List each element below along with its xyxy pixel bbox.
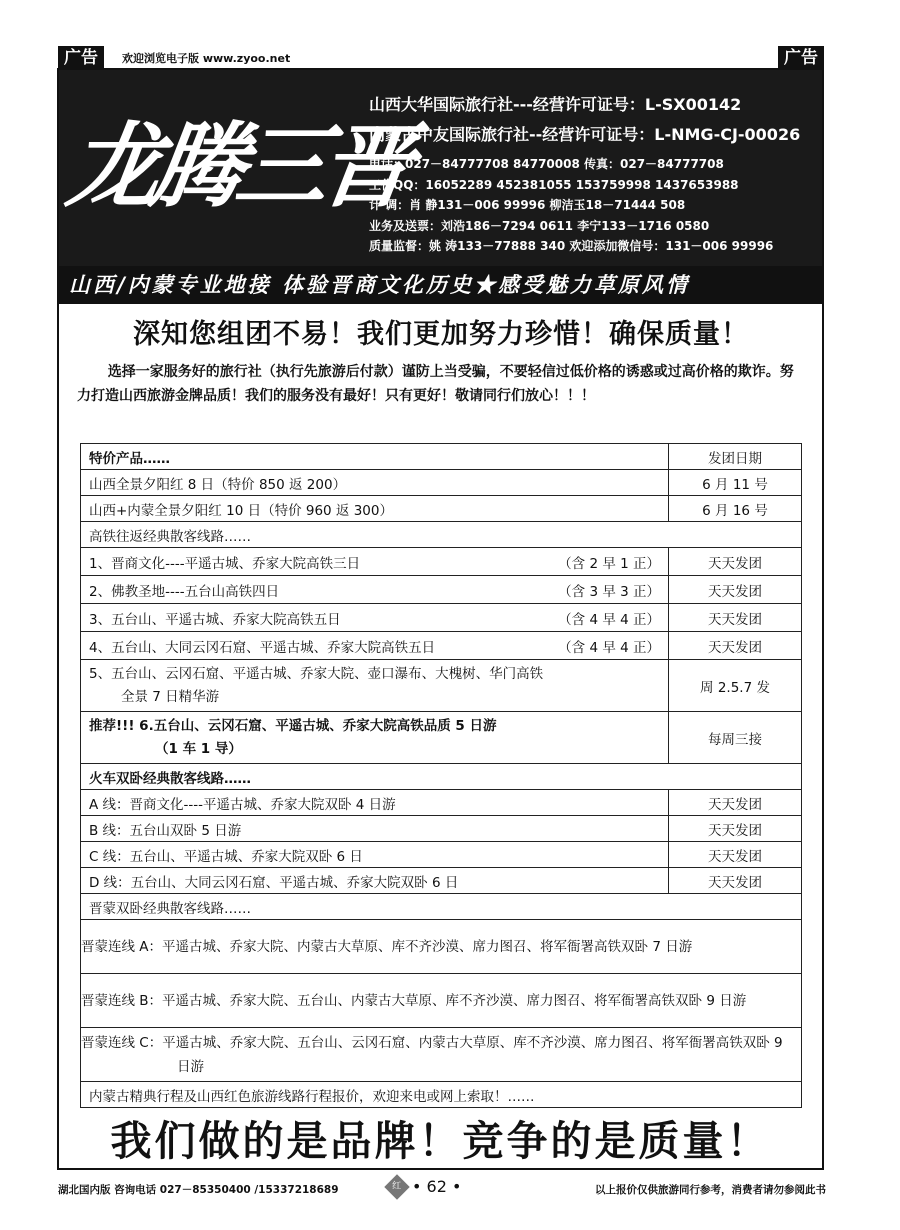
- table-row: [81, 1028, 802, 1082]
- top-url[interactable]: 欢迎浏览电子版 www.zyoo.net: [122, 52, 291, 65]
- logo: 龙腾三晋: [61, 112, 413, 220]
- table-row: [81, 920, 802, 974]
- route-name: D 线：五台山、大同云冈石窟、平遥古城、乔家大院双卧 6 日: [81, 868, 669, 894]
- contact-phone: 电话：027－84777708 84770008 传真：027－84777708: [369, 157, 724, 171]
- license-line: 内蒙古中友国际旅行社--经营许可证号：L-NMG-CJ-00026: [369, 125, 801, 144]
- table-row: [81, 842, 802, 868]
- tagline-strip: 山西/内蒙专业地接 体验晋商文化历史★感受魅力草原风情: [59, 266, 822, 304]
- route-cell: [81, 604, 669, 632]
- table-footnote: 内蒙古精典行程及山西红色旅游线路行程报价，欢迎来电或网上索取！……: [81, 1082, 802, 1108]
- route-date: 天天发团: [669, 604, 802, 632]
- route-cell: [81, 576, 669, 604]
- contact-quality: 质量监督：姚 涛133－77888 340 欢迎添加微信号：131－006 99996: [369, 239, 774, 253]
- table-row: [81, 816, 802, 842]
- route-meals: （含 4 早 4 正）: [558, 611, 660, 628]
- route-date: 每周三接: [669, 712, 802, 764]
- table-row: [81, 444, 802, 470]
- route-date: 天天发团: [669, 790, 802, 816]
- route-date: 周 2.5.7 发: [669, 660, 802, 712]
- route-name: A 线：晋商文化----平遥古城、乔家大院双卧 4 日游: [81, 790, 669, 816]
- section-header: 火车双卧经典散客线路……: [81, 764, 802, 790]
- table-row: [81, 470, 802, 496]
- contact-block: [369, 154, 819, 257]
- route-name: B 线：五台山双卧 5 日游: [81, 816, 669, 842]
- route-name-cont: 全景 7 日精华游: [121, 688, 220, 705]
- recommend-note: （1 车 1 导）: [155, 740, 242, 757]
- route-name: 3、五台山、平遥古城、乔家大院高铁五日: [89, 611, 341, 628]
- banner: [59, 70, 822, 266]
- table-row: [81, 894, 802, 920]
- contact-qq: 工作QQ：16052289 452381055 153759998 1437653988: [369, 177, 739, 192]
- table-row: [81, 712, 802, 764]
- table-row: [81, 764, 802, 790]
- table-row: [81, 604, 802, 632]
- route-name: 5、五台山、云冈石窟、平遥古城、乔家大院、壶口瀑布、大槐树、华门高铁: [89, 665, 544, 682]
- route-date: 天天发团: [669, 632, 802, 660]
- contact-planner: 计 调：肖 静131－006 99996 柳洁玉18－71444 508: [369, 198, 686, 212]
- route-name: 山西+内蒙全景夕阳红 10 日（特价 960 返 300）: [81, 496, 669, 522]
- page-number: • 62 •: [412, 1177, 462, 1196]
- route-date: 天天发团: [669, 816, 802, 842]
- route-cell: [81, 548, 669, 576]
- table-row: [81, 632, 802, 660]
- table-row: [81, 522, 802, 548]
- route-cell: [81, 660, 669, 712]
- license-line: 山西大华国际旅行社---经营许可证号：L-SX00142: [369, 95, 742, 114]
- edition-badge-icon: 红: [384, 1174, 409, 1199]
- route-name: 2、佛教圣地----五台山高铁四日: [89, 583, 280, 600]
- headline: 深知您组团不易！我们更加努力珍惜！确保质量！: [133, 319, 749, 350]
- footer-disclaimer: 以上报价仅供旅游同行参考，消费者请勿参阅此书: [595, 1184, 826, 1196]
- ad-tag-right: 广告: [778, 46, 824, 70]
- contact-ticket: 业务及送票：刘浩186－7294 0611 李宁133－1716 0580: [369, 218, 710, 233]
- route-date: 6 月 11 号: [669, 470, 802, 496]
- intro-paragraph: 选择一家服务好的旅行社（执行先旅游后付款）谨防上当受骗，不要轻信过低价格的诱惑或过高价格的欺诈。努力打造山西旅游金牌品质！我们的服务没有最好！只有更好！敬请同行们放心！！！: [77, 364, 794, 404]
- ad-tag-left: 广告: [58, 46, 104, 70]
- footer-contact: 湖北国内版 咨询电话 027－85350400 /15337218689: [58, 1184, 339, 1196]
- table-row: [81, 496, 802, 522]
- table-row: [81, 1082, 802, 1108]
- route-date: 天天发团: [669, 548, 802, 576]
- route-cell: [81, 632, 669, 660]
- route-meals: （含 2 早 1 正）: [558, 555, 660, 572]
- slogan: 我们做的是品牌！竞争的是质量！: [110, 1117, 771, 1165]
- route-date: 天天发团: [669, 868, 802, 894]
- route-table: [80, 443, 802, 1108]
- route-date: 天天发团: [669, 576, 802, 604]
- route-meals: （含 4 早 4 正）: [558, 639, 660, 656]
- combo-route: 晋蒙连线 A：平遥古城、乔家大院、内蒙古大草原、库不齐沙漠、席力图召、将军衙署高铁双卧 7 日游: [81, 920, 802, 974]
- ad-frame: [57, 68, 824, 1170]
- combo-route: 晋蒙连线 B：平遥古城、乔家大院、五台山、内蒙古大草原、库不齐沙漠、席力图召、将军衙署高铁双卧 9 日游: [81, 974, 802, 1028]
- table-row: [81, 576, 802, 604]
- section-header: 特价产品……: [81, 444, 669, 470]
- route-meals: （含 3 早 3 正）: [558, 583, 660, 600]
- agency-info: [369, 90, 819, 257]
- section-header: 高铁往返经典散客线路……: [81, 522, 802, 548]
- table-row: [81, 790, 802, 816]
- table-row: [81, 660, 802, 712]
- recommend-cell: [81, 712, 669, 764]
- date-header: 发团日期: [669, 444, 802, 470]
- route-date: 天天发团: [669, 842, 802, 868]
- table-row: [81, 974, 802, 1028]
- route-name: C 线：五台山、平遥古城、乔家大院双卧 6 日: [81, 842, 669, 868]
- table-row: [81, 548, 802, 576]
- page-number-block: [388, 1177, 461, 1196]
- route-date: 6 月 16 号: [669, 496, 802, 522]
- route-name: 1、晋商文化----平遥古城、乔家大院高铁三日: [89, 555, 361, 572]
- route-name: 4、五台山、大同云冈石窟、平遥古城、乔家大院高铁五日: [89, 639, 436, 656]
- combo-route: 晋蒙连线 C：平遥古城、乔家大院、五台山、云冈石窟、内蒙古大草原、库不齐沙漠、席力图召、将军衙署高铁双卧 9 日游: [81, 1028, 802, 1082]
- table-row: [81, 868, 802, 894]
- section-header: 晋蒙双卧经典散客线路……: [81, 894, 802, 920]
- route-name: 山西全景夕阳红 8 日（特价 850 返 200）: [81, 470, 669, 496]
- recommend-route: 推荐!!! 6.五台山、云冈石窟、平遥古城、乔家大院高铁品质 5 日游: [89, 717, 497, 734]
